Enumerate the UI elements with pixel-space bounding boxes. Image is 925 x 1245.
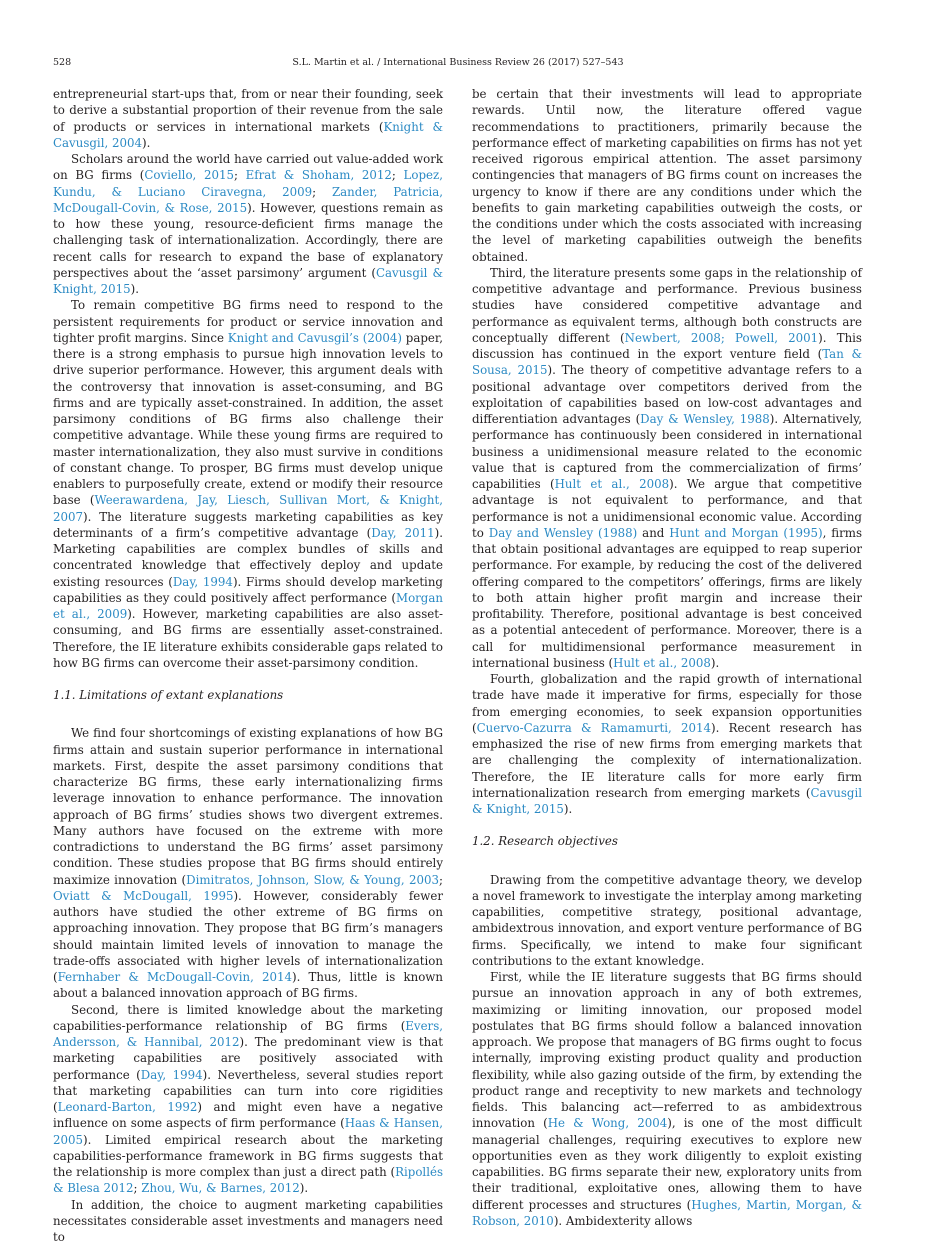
citation-link[interactable]: Ripollés & Blesa 2012 <box>53 1165 443 1195</box>
citation-link[interactable]: Day & Wensley, 1988 <box>640 412 770 426</box>
paragraph: Third, the literature presents some gaps in the relationship of competitive advantage and performance. Previous business studies have considered competitive advantage and performance as equivalent terms, although both constructs are conceptually different (Newbert, 2008; Powell, 2001). This discussion has continued in the export venture field (Tan & Sousa, 2015). The theory of competitive advantage refers to a positional advantage over competitors derived from the exploitation of capabilities based on low-cost advantages and differentiation advantages (Day & Wensley, 1988). Alternatively, performance has continuously been considered in international business a unidimensional measure related to the economic value that is captured from the commercialization of firms’ capabilities (Hult et al., 2008). We argue that competitive advantage is not equivalent to performance, and that performance is not a unidimensional economic value. According to Day and Wensley (1988) and Hunt and Morgan (1995), firms that obtain positional advantages are equipped to reap superior performance. For example, by reducing the cost of the delivered offering compared to the competitors’ offerings, firms are likely to both attain higher profit margin and increase their profitability. Therefore, positional advantage is best conceived as a potential antecedent of performance. Moreover, there is a call for multidimensional performance measurement in international business (Hult et al., 2008). <box>472 265 862 671</box>
citation-link[interactable]: Hughes, Martin, Morgan, & Robson, 2010 <box>472 1198 862 1228</box>
paragraph: To remain competitive BG firms need to respond to the persistent requirements for product or service innovation and tighter profit margins. Since Knight and Cavusgil’s (2004) paper, there is a strong emphasis to pursue high innovation levels to drive superior performance. However, this argument deals with the controversy that innovation is asset-consuming, and BG firms and are typically asset-constrained. In addition, the asset parsimony conditions of BG firms also challenge their competitive advantage. While these young firms are required to master internationalization, they also must survive in conditions of constant change. To prosper, BG firms must develop unique enablers to purposefully create, extend or modify their resource base (Weerawardena, Jay, Liesch, Sullivan Mort, & Knight, 2007). The literature suggests marketing capabilities as key determinants of a firm’s competitive advantage (Day, 2011). Marketing capabilities are complex bundles of skills and concentrated knowledge that effectively deploy and update existing resources (Day, 1994). Firms should develop marketing capabilities as they could positively affect performance (Morgan et al., 2009). However, marketing capabilities are also asset-consuming, and BG firms are essentially asset-constrained. Therefore, the IE literature exhibits considerable gaps related to how BG firms can overcome their asset-parsimony condition. <box>53 297 443 671</box>
citation-link[interactable]: Cavusgil & Knight, 2015 <box>472 786 862 816</box>
citation-link[interactable]: Haas & Hansen, 2005 <box>53 1116 443 1146</box>
section-heading: 1.2. Research objectives <box>472 833 862 849</box>
journal-reference: S.L. Martin et al. / International Business Review 26 (2017) 527–543 <box>53 56 863 70</box>
citation-link[interactable]: Weerawardena, Jay, Liesch, Sullivan Mort, & Knight, 2007 <box>53 493 443 523</box>
citation-link[interactable]: Day, 1994 <box>141 1068 203 1082</box>
citation-link[interactable]: Hunt and Morgan (1995) <box>669 526 822 540</box>
paragraph: In addition, the choice to augment marketing capabilities necessitates considerable asset investments and managers need to <box>53 1197 443 1245</box>
citation-link[interactable]: Hult et al., 2008 <box>555 477 670 491</box>
citation-link[interactable]: Day, 2011 <box>371 526 434 540</box>
citation-link[interactable]: Newbert, 2008; Powell, 2001 <box>625 331 819 345</box>
citation-link[interactable]: Knight and Cavusgil’s (2004) <box>228 331 402 345</box>
citation-link[interactable]: He & Wong, 2004 <box>548 1116 668 1130</box>
citation-link[interactable]: Tan & Sousa, 2015 <box>472 347 862 377</box>
citation-link[interactable]: Morgan et al., 2009 <box>53 591 443 621</box>
left-column <box>53 86 443 1245</box>
page-number: 528 <box>53 56 71 70</box>
right-column <box>472 86 862 1229</box>
citation-link[interactable]: Lopez, Kundu, & Luciano Ciravegna, 2009 <box>53 168 443 198</box>
citation-link[interactable]: Hult et al., 2008 <box>613 656 711 670</box>
citation-link[interactable]: Leonard-Barton, 1992 <box>58 1100 198 1114</box>
citation-link[interactable]: Dimitratos, Johnson, Slow, & Young, 2003 <box>186 873 439 887</box>
citation-link[interactable]: Zander, Patricia, McDougall-Covin, & Rose, 2015 <box>53 185 443 215</box>
paragraph: Drawing from the competitive advantage theory, we develop a novel framework to investigate the interplay among marketing capabilities, competitive strategy, positional advantage, ambidextrous innovation, and export venture performance of BG firms. Specifically, we intend to make four significant contributions to the extant knowledge. <box>472 872 862 970</box>
paragraph: We find four shortcomings of existing explanations of how BG firms attain and sustain superior performance in international markets. First, despite the asset parsimony conditions that characterize BG firms, these early internationalizing firms leverage innovation to enhance performance. The innovation approach of BG firms’ studies shows two divergent extremes. Many authors have focused on the extreme with more contradictions to understand the BG firms’ asset parsimony condition. These studies propose that BG firms should entirely maximize innovation (Dimitratos, Johnson, Slow, & Young, 2003; Oviatt & McDougall, 1995). However, considerably fewer authors have studied the other extreme of BG firms on approaching innovation. They propose that BG firm’s managers should maintain limited levels of innovation to manage the trade-offs associated with higher levels of internationalization (Fernhaber & McDougall-Covin, 2014). Thus, little is known about a balanced innovation approach of BG firms. <box>53 725 443 1001</box>
citation-link[interactable]: Zhou, Wu, & Barnes, 2012 <box>141 1181 300 1195</box>
citation-link[interactable]: Knight & Cavusgil, 2004 <box>53 120 443 150</box>
citation-link[interactable]: Oviatt & McDougall, 1995 <box>53 889 233 903</box>
citation-link[interactable]: Coviello, 2015 <box>144 168 234 182</box>
paragraph: Second, there is limited knowledge about the marketing capabilities-performance relationship of BG firms (Evers, Andersson, & Hannibal, 2012). The predominant view is that marketing capabilities are positively associated with performance (Day, 1994). Nevertheless, several studies report that marketing capabilities can turn into core rigidities (Leonard-Barton, 1992) and might even have a negative influence on some aspects of firm performance (Haas & Hansen, 2005). Limited empirical research about the marketing capabilities-performance framework in BG firms suggests that the relationship is more complex than just a direct path (Ripollés & Blesa 2012; Zhou, Wu, & Barnes, 2012). <box>53 1002 443 1197</box>
citation-link[interactable]: Cuervo-Cazurra & Ramamurti, 2014 <box>477 721 711 735</box>
section-heading: 1.1. Limitations of extant explanations <box>53 687 443 703</box>
citation-link[interactable]: Day and Wensley (1988) <box>489 526 638 540</box>
citation-link[interactable]: Evers, Andersson, & Hannibal, 2012 <box>53 1019 443 1049</box>
citation-link[interactable]: Day, 1994 <box>173 575 233 589</box>
citation-link[interactable]: Efrat & Shoham, 2012 <box>246 168 392 182</box>
citation-link[interactable]: Cavusgil & Knight, 2015 <box>53 266 443 296</box>
paragraph: First, while the IE literature suggests that BG firms should pursue an innovation approach in any of both extremes, maximizing or limiting innovation, our proposed model postulates that BG firms should follow a balanced innovation approach. We propose that managers of BG firms ought to focus internally, improving existing product quality and production flexibility, while also gazing outside of the firm, by extending the product range and receptivity to new markets and technology fields. This balancing act—referred to as ambidextrous innovation (He & Wong, 2004), is one of the most difficult managerial challenges, requiring executives to explore new opportunities even as they work diligently to exploit existing capabilities. BG firms separate their new, exploratory units from their traditional, exploitative ones, allowing them to have different processes and structures (Hughes, Martin, Morgan, & Robson, 2010). Ambidexterity allows <box>472 969 862 1229</box>
paragraph: Scholars around the world have carried out value-added work on BG firms (Coviello, 2015; Efrat & Shoham, 2012; Lopez, Kundu, & Luciano Ciravegna, 2009; Zander, Patricia, McDougall-Covin, & Rose, 2015). However, questions remain as to how these young, resource-deficient firms manage the challenging task of internationalization. Accordingly, there are recent calls for research to expand the base of explanatory perspectives about the ‘asset parsimony’ argument (Cavusgil & Knight, 2015). <box>53 151 443 297</box>
paragraph: be certain that their investments will lead to appropriate rewards. Until now, the literature offered vague recommendations to practitioners, primarily because the performance effect of marketing capabilities on firms has not yet received rigorous empirical attention. The asset parsimony contingencies that managers of BG firms count on increases the urgency to know if there are any conditions under which the benefits to gain marketing capabilities outweigh the costs, or the conditions under which the costs associated with increasing the level of marketing capabilities outweigh the benefits obtained. <box>472 86 862 265</box>
paragraph: Fourth, globalization and the rapid growth of international trade have made it imperative for firms, especially for those from emerging economies, to seek expansion opportunities (Cuervo-Cazurra & Ramamurti, 2014). Recent research has emphasized the rise of new firms from emerging markets that are challenging the complexity of internationalization. Therefore, the IE literature calls for more early firm internationalization research from emerging markets (Cavusgil & Knight, 2015). <box>472 671 862 817</box>
running-header <box>53 56 863 70</box>
citation-link[interactable]: Fernhaber & McDougall-Covin, 2014 <box>58 970 292 984</box>
paragraph: entrepreneurial start-ups that, from or near their founding, seek to derive a substantial proportion of their revenue from the sale of products or services in international markets (Knight & Cavusgil, 2004). <box>53 86 443 151</box>
